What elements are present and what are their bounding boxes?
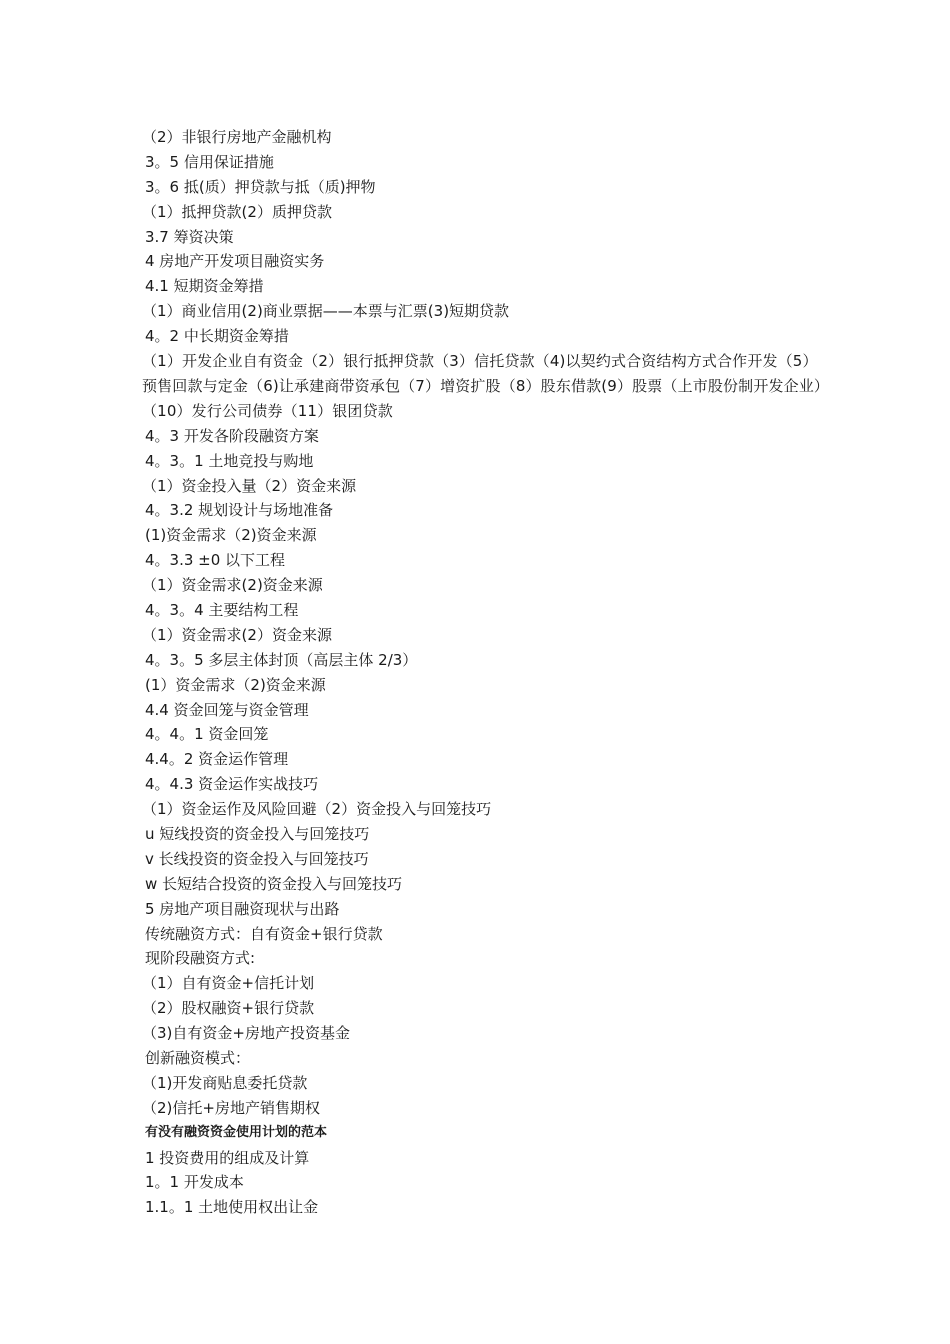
text-line: （1）资金需求(2）资金来源 (142, 625, 332, 644)
text-line: （1）自有资金+信托计划 (142, 974, 315, 993)
text-line: （1）抵押贷款(2）质押贷款 (142, 202, 332, 221)
text-line: u 短线投资的资金投入与回笼技巧 (145, 824, 370, 843)
text-line: （2）股权融资+银行贷款 (142, 999, 315, 1018)
text-line: 1.1。1 土地使用权出让金 (145, 1198, 319, 1217)
text-line: 3。5 信用保证措施 (145, 152, 274, 171)
text-line: 3。6 抵(质）押贷款与抵（质)押物 (145, 177, 376, 196)
text-line: （1）资金运作及风险回避（2）资金投入与回笼技巧 (142, 800, 492, 819)
text-line: (1)资金需求（2)资金来源 (145, 526, 317, 545)
text-line: 4。3。5 多层主体封顶（高层主体 2/3） (145, 650, 418, 669)
text-line: 4。3。4 主要结构工程 (145, 600, 299, 619)
bold-heading: 有没有融资资金使用计划的范本 (145, 1124, 328, 1140)
text-line: 4.4。2 资金运作管理 (145, 750, 289, 769)
text-line: 4。3.3 ±0 以下工程 (145, 551, 286, 570)
text-line: （2）非银行房地产金融机构 (142, 128, 332, 146)
text-line: 4.4 资金回笼与资金管理 (145, 700, 309, 719)
text-line: 现阶段融资方式: (145, 949, 256, 968)
text-line: 传统融资方式：自有资金+银行贷款 (145, 924, 383, 943)
text-line: v 长线投资的资金投入与回笼技巧 (145, 849, 369, 868)
section-heading: 4 房地产开发项目融资实务 (145, 252, 325, 271)
text-line: （1）商业信用(2)商业票据——本票与汇票(3)短期贷款 (142, 302, 510, 321)
text-line: 1。1 开发成本 (145, 1173, 244, 1192)
text-line: （1）资金需求(2)资金来源 (142, 576, 323, 595)
text-line: （2)信托+房地产销售期权 (142, 1098, 320, 1117)
text-line: （1)开发商贴息委托贷款 (142, 1073, 308, 1092)
text-line: 4。3 开发各阶段融资方案 (145, 426, 319, 445)
text-line: 1 投资费用的组成及计算 (145, 1148, 310, 1167)
document-body (142, 125, 825, 1220)
text-line: w 长短结合投资的资金投入与回笼技巧 (145, 874, 403, 893)
text-paragraph: （1）开发企业自有资金（2）银行抵押贷款（3）信托贷款（4)以契约式合资结构方式合作开发（5）预售回款与定金（6)让承建商带资承包（7）增资扩股（8）股东借款(9）股票（上市股份制开发企业）（10）发行公司债券（11）银团贷款 (142, 352, 822, 420)
text-line: 4。4。1 资金回笼 (145, 725, 269, 744)
text-line: （3)自有资金+房地产投资基金 (142, 1024, 350, 1043)
text-line: 3.7 筹资决策 (145, 227, 234, 246)
text-line: （1）资金投入量（2）资金来源 (142, 476, 357, 495)
text-line: 4。2 中长期资金筹措 (145, 327, 289, 346)
section-heading: 5 房地产项目融资现状与出路 (145, 899, 340, 918)
text-line: 4。4.3 资金运作实战技巧 (145, 775, 319, 794)
text-line: 4.1 短期资金筹措 (145, 277, 264, 296)
text-line: 创新融资模式： (145, 1049, 251, 1067)
text-line: 4。3.2 规划设计与场地准备 (145, 501, 334, 520)
text-line: 4。3。1 土地竞投与购地 (145, 451, 314, 470)
text-line: (1）资金需求（2)资金来源 (145, 675, 326, 694)
